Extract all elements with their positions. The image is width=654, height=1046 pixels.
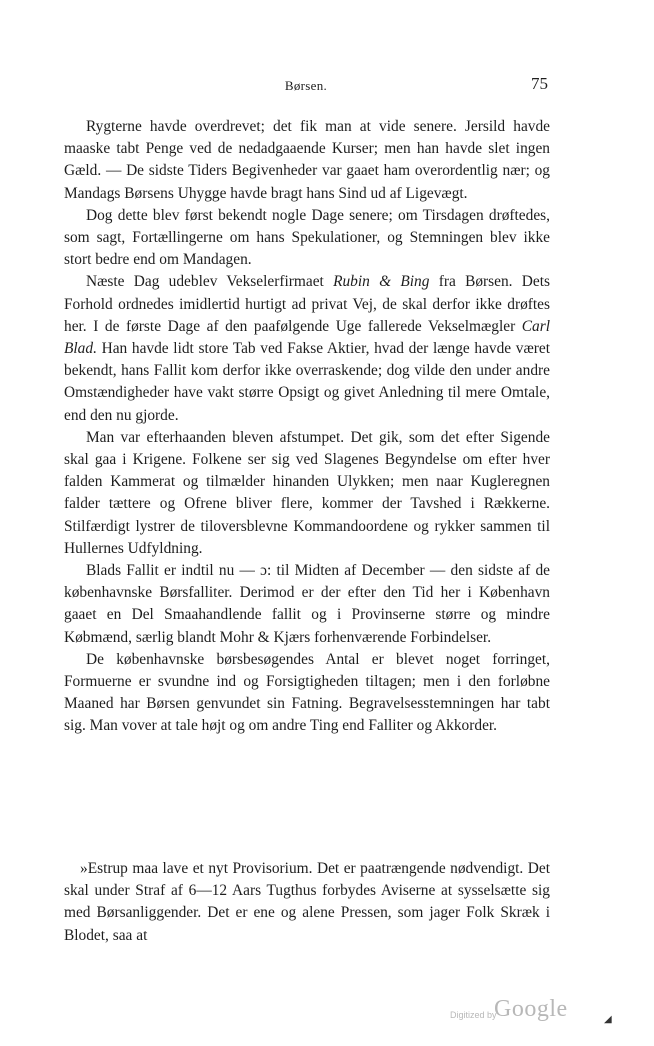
corner-triangle-icon: ◢ bbox=[604, 1014, 612, 1025]
paragraph: Man var efterhaanden bleven afstumpet. Det gik, som det efter Sigende skal gaa i Krigene. Folkene ser sig ved Slagenes Begyndelse om efter hver falden Kammerat og tilmælder hinanden Ulykken; men naar Kugleregnen falder tættere og Ofrene bliver flere, kommer der Tavshed i Rækkerne. Stilfærdigt lystrer de tiloversblevne Kommandoordene og rykker sammen til Hullernes Udfyldning. bbox=[64, 428, 550, 557]
running-header bbox=[64, 74, 548, 98]
paragraph: Dog dette blev først bekendt nogle Dage senere; om Tirsdagen drøftedes, som sagt, Fortællingerne om hans Spekulationer, og Stemningen blev ikke stort bedre end om Mandagen. bbox=[64, 206, 550, 269]
paragraph: »Estrup maa lave et nyt Provisorium. Det er paatrængende nødvendigt. Det skal under Straf af 6—12 Aars Tugthus forbydes Aviserne at sysselsætte sig med Børsanliggender. Det er ene og alene Pressen, som jager Folk Skræk i Blodet, saa at bbox=[64, 860, 550, 944]
paragraph-text: Han havde lidt store Tab ved Fakse Aktier, hvad der længe havde været bekendt, hans Fallit kom derfor ikke overraskende; dog vilde den under andre Omstændigheder have vakt større Opsigt og givet Anledning til mere Omtale, end den nu gjorde. bbox=[64, 340, 550, 424]
firm-name: Rubin & Bing bbox=[333, 273, 430, 291]
person-name: Carl Blad. bbox=[64, 317, 550, 358]
paragraph-text: Næste Dag udeblev Vekselerfirmaet bbox=[86, 273, 334, 291]
second-section-text bbox=[64, 858, 550, 947]
paragraph: De københavnske børsbesøgendes Antal er blevet noget forringet, Formuerne er svundne ind og Forsigtigheden tiltagen; men i den forløbne Maaned har Børsen genvundet sin Fatning. Begravelsesstemningen har tabt sig. Man vover at tale højt og om andre Ting end Falliter og Akkorder. bbox=[64, 650, 550, 735]
paragraph-text: fra Børsen. Dets Forhold ordnedes imidlertid hurtigt ad privat Vej, de skal derfor ikke drøftes her. I de første Dage af den paafølgende Uge fallerede Vekselmægler bbox=[64, 273, 550, 335]
paragraph: Blads Fallit er indtil nu — ɔ: til Midten af December — den sidste af de københavnske Børsfalliter. Derimod er der efter den Tid her i København gaaet en Del Smaahandlende fallit og i Provinserne større og mindre Købmænd, særlig blandt Mohr & Kjærs forhenværende Forbindelser. bbox=[64, 562, 550, 646]
google-logo: Google bbox=[494, 996, 568, 1022]
digitized-watermark bbox=[450, 996, 580, 1026]
watermark-prefix: Digitized by bbox=[450, 1010, 497, 1020]
main-text bbox=[64, 116, 550, 738]
running-title: Børsen. bbox=[284, 78, 328, 93]
paragraph bbox=[64, 271, 550, 426]
paragraph: Rygterne havde overdrevet; det fik man at vide senere. Jersild havde maaske tabt Penge ved de nedadgaaende Kurser; men han havde slet ingen Gæld. — De sidste Tiders Begivenheder var gaaet ham overordentlig nær; og Mandags Børsens Uhygge havde bragt hans Sind ud af Ligevægt. bbox=[64, 118, 550, 202]
page-number: 75 bbox=[531, 74, 548, 93]
